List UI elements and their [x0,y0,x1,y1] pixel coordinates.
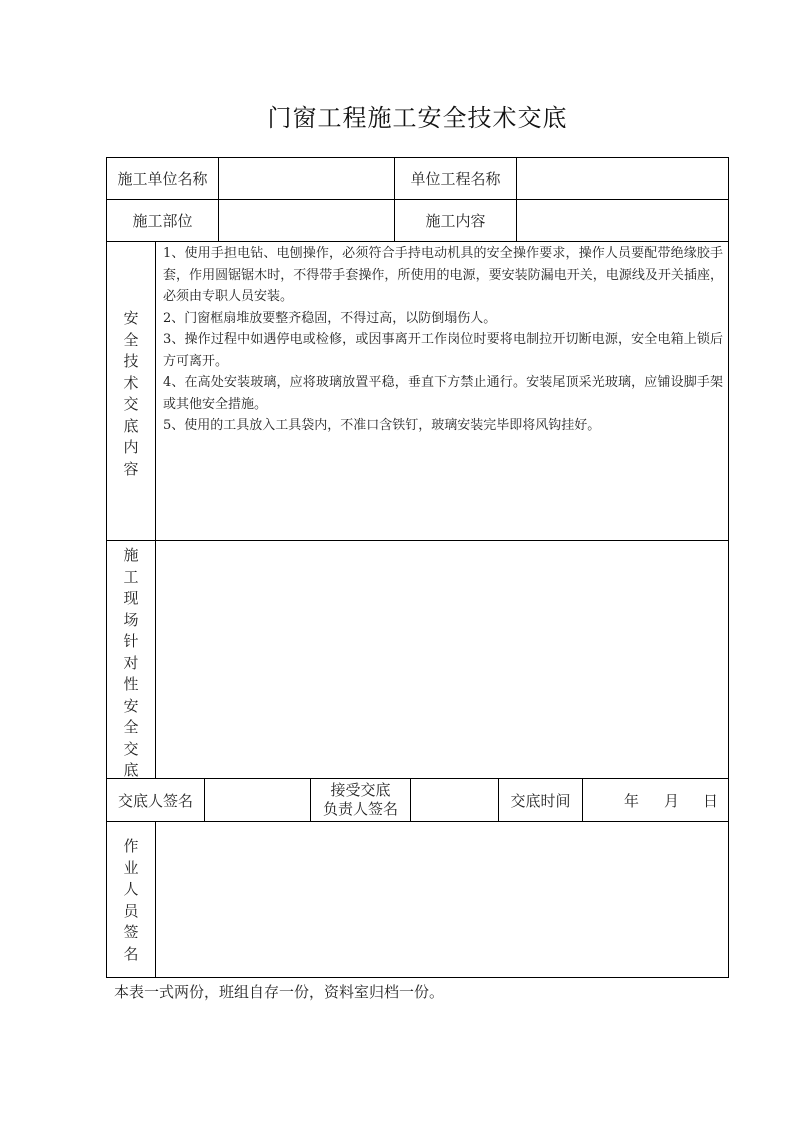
issuer-signature-label: 交底人签名 [117,791,193,810]
safety-item: 5、使用的工具放入工具袋内，不准口含铁钉，玻璃安装完毕即将风钩挂好。 [163,418,601,433]
construction-unit-field[interactable] [219,158,394,199]
construction-content-field[interactable] [517,200,728,241]
footnote: 本表一式两份，班组自存一份，资料室归档一份。 [114,983,445,1001]
year-label: 年 [624,792,640,810]
handover-date-field[interactable] [583,779,728,821]
receiver-signature-label: 接受交底 负责人签名 [322,781,398,818]
safety-item: 3、操作过程中如遇停电或检修，或因事离开工作岗位时要将电制拉开切断电源，安全电箱上锁后方可离开。 [163,332,723,369]
safety-item: 1、使用手担电钻、电刨操作，必须符合手持电动机具的安全操作要求，操作人员要配带绝缘胶手套，作用圆锯锯木时，不得带手套操作，所使用的电源，要安装防漏电开关，电源线及开关插座，必须由专职人员安装。 [163,246,723,304]
month-label: 月 [664,792,680,810]
safety-content [163,243,723,437]
safety-item: 4、在高处安装玻璃，应将玻璃放置平稳，垂直下方禁止通行。安装尾顶采光玻璃，应铺设脚手架或其他安全措施。 [163,375,723,412]
table-border-bottom [106,977,729,978]
construction-location-field[interactable] [219,200,394,241]
safety-item: 2、门窗框扇堆放要整齐稳固，不得过高，以防倒塌伤人。 [163,310,497,326]
safety-section-label: 安 全 技 术 交 底 内 容 [123,309,139,478]
construction-location-label: 施工部位 [132,212,193,230]
table-border-right [728,157,729,978]
workers-signature-field[interactable] [156,822,728,977]
workers-section-label: 作 业 人 员 签 名 [123,837,139,963]
site-content-field[interactable] [156,541,728,778]
handover-time-label: 交底时间 [510,791,571,810]
row-divider [106,241,729,242]
construction-unit-label: 施工单位名称 [117,170,208,188]
issuer-signature-field[interactable] [205,779,310,821]
construction-content-label: 施工内容 [425,212,486,230]
day-label: 日 [703,792,719,810]
receiver-signature-field[interactable] [411,779,498,821]
document-title: 门窗工程施工安全技术交底 [267,104,568,132]
site-section-label: 施 工 现 场 针 对 性 安 全 交 底 [123,546,139,779]
project-name-label: 单位工程名称 [410,170,501,188]
project-name-field[interactable] [517,158,728,199]
